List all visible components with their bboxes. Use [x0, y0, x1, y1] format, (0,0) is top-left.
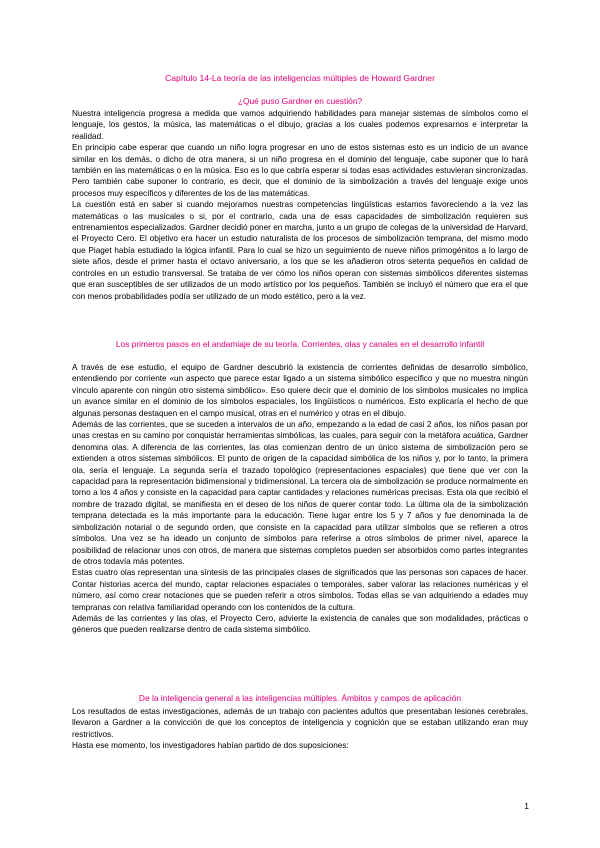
paragraph: Los resultados de estas investigaciones, además de un trabajo con pacientes adultos que presentaban lesiones cerebrales, llevaron a Gardner a la convicción de que los conceptos de inteligencia y cognición que se estaban utilizando eran muy restrictivos. — [72, 707, 528, 739]
paragraph: Además de las corrientes, que se suceden a intervalos de un año, empezando a la edad de casi 2 años, los niños pasan por unas crestas en su camino por conquistar herramientas simbólicas, las cuales, para seguir con la metáfora acuática, Gardner denomina olas. A diferencia de las corrientes, las olas comienzan dentro de un único sistema de simbolización pero se extienden a otros sistemas simbólicos. El punto de origen de la capacidad simbólica de los niños y, por lo tanto, la primera ola, sería el lenguaje. La segunda sería el trazado topológico (representaciones espaciales) que tiene que ver con la capacidad para la representación bidimensional y tridimensional. La tercera ola de simbolización se produce normalmente en torno a los 4 años y consiste en la capacidad para captar cantidades y relaciones numéricas precisas. Esta ola que recibió el nombre de trazado digital, se manifiesta en el deseo de los niños de querer contar todo. La última ola de la simbolización temprana detectada es la más importante para la educación. Tiene lugar entre los 5 y 7 años y fue denominada la de simbolización notarial o de segundo orden, que consiste en la capacidad para utilizar símbolos que se refieren a otros símbolos. Una vez se ha ideado un conjunto de símbolos para referirse a otros símbolos de primer nivel, aparece la posibilidad de relacionar unos con otros, de manera que sistemas completos pueden ser absorbidos como partes integrantes de otros todavía más potentes. — [72, 420, 528, 566]
paragraph: En principio cabe esperar que cuando un niño logra progresar en uno de estos sistemas esto es un indicio de un avance similar en los demás, o dicho de otra manera, si un niño progresa en el dominio del lenguaje, cabe suponer que lo hará también en las matemáticas o en la música. Eso es lo que cabría esperar si todas esas actividades estuvieran sincronizadas. Pero también cabe suponer lo contrario, es decir, que el dominio de la simbolización a través del lenguaje exige unos procesos muy específicos y diferentes de los de las matemáticas. — [72, 143, 528, 198]
section-heading-1: ¿Qué puso Gardner en cuestión? — [237, 96, 363, 106]
paragraph: Estas cuatro olas representan una síntesis de las principales clases de significados que las personas son capaces de hacer. Contar historias acerca del mundo, captar relaciones espaciales o temporales, saber valorar las relaciones numéricas y el número, así como crear notaciones que se pueden referir a otros símbolos. Todas ellas se van adquiriendo a edades muy tempranas con relativa familiaridad operando con los contenidos de la cultura. — [72, 568, 528, 612]
paragraph: La cuestión está en saber si cuando mejoramos nuestras competencias lingüísticas estamos favoreciendo a la vez las matemáticas o las musicales o si, por el contrario, cada una de esas capacidades de simbolización requieren sus entrenamientos especializados. Gardner decidió poner en marcha, junto a un grupo de colegas de la universidad de Harvard, el Proyecto Cero. El objetivo era hacer un estudio naturalista de los procesos de simbolización temprana, del mismo modo que Piaget había estudiado la lógica infantil. Para lo cual se hizo un seguimiento de nueve niños primogénitos a lo largo de siete años, desde el primer hasta el octavo aniversario, a los que se les añadieron otros setenta pequeños en calidad de controles en un estudio transversal. Se trataba de ver cómo los niños operan con sistemas simbólicos diferentes sistemas que eran susceptibles de ser utilizados de un modo artístico por los pequeños. También se incluyó el número que era el que con menos probabilidades podía ser utilizado de un modo estético, pero a la vez. — [72, 200, 528, 301]
chapter-title: Capítulo 14-La teoría de las inteligencias múltiples de Howard Gardner — [165, 73, 435, 83]
paragraph: Además de las corrientes y las olas, el Proyecto Cero, advierte la existencia de canales que son modalidades, prácticas o géneros que pueden realizarse dentro de cada sistema simbólico. — [72, 613, 528, 635]
paragraph: A través de ese estudio, el equipo de Gardner descubrió la existencia de corrientes definidas de desarrollo simbólico, entendiendo por corriente «un aspecto que parece estar ligado a un sistema simbólico específico y que no muestra ningún vínculo aparente con ningún otro sistema simbólico». Eso quiere decir que el dominio de los símbolos musicales no implica un avance similar en el dominio de los símbolos espaciales, los lingüísticos o numéricos. Esto explicaría el hecho de que algunas personas destaquen en el campo musical, otras en el numérico y otras en el dibujo. — [72, 363, 528, 418]
section-2-body — [72, 362, 528, 636]
section-3-body — [72, 706, 528, 752]
paragraph: Hasta ese momento, los investigadores habían partido de dos suposiciones: — [72, 741, 349, 751]
section-heading-3: De la inteligencia general a las inteligencias múltiples. Ámbitos y campos de aplicación — [138, 693, 462, 703]
section-heading-2: Los primeros pasos en el andamiaje de su teoría. Corrientes, olas y canales en el desarrollo infantil — [115, 339, 485, 349]
section-1-body — [72, 108, 528, 302]
page-number: 1 — [524, 801, 529, 811]
paragraph: Nuestra inteligencia progresa a medida que vamos adquiriendo habilidades para manejar sistemas de símbolos como el lenguaje, los gestos, la música, las matemáticas o el dibujo, gracias a los cuales podemos expresarnos e interpretar la realidad. — [72, 109, 528, 141]
